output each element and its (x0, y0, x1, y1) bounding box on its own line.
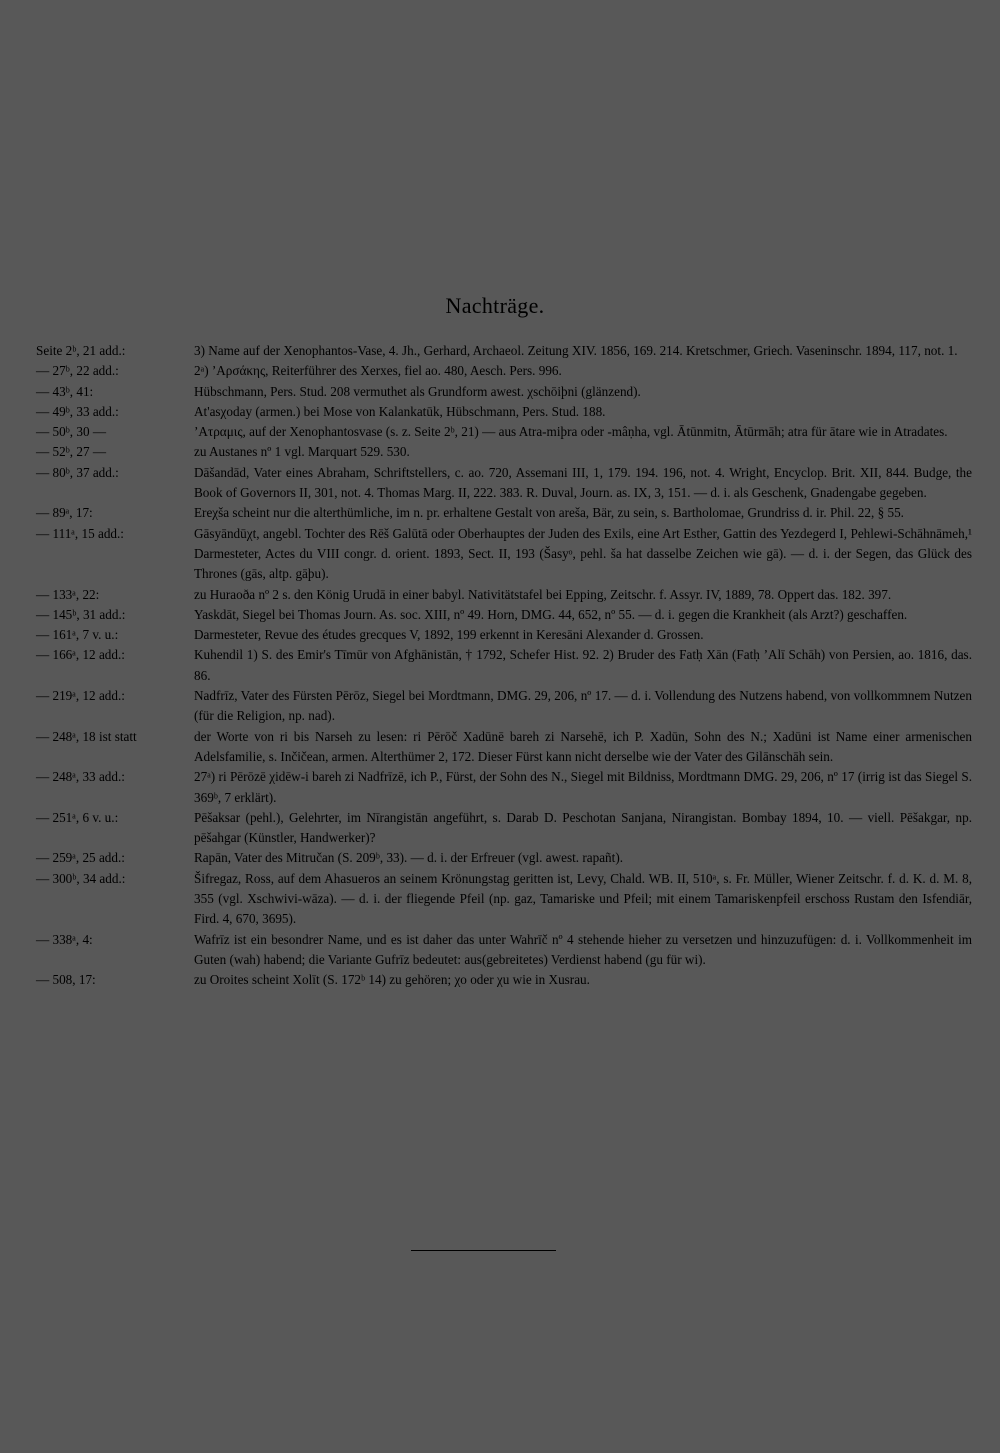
addendum-entry (36, 625, 972, 645)
entry-text: Šifregaz, Ross, auf dem Ahasueros an seinem Krönungstag geritten ist, Levy, Chald. WB. II, 510ᵃ, s. Fr. Müller, Wiener Zeitschr. f. d. K. d. M. 8, 355 (vgl. Xschwivi-wāza). — d. i. der fliegende Pfeil (np. gaz, Tamariske und Pfeil; mit einem Tamariskenpfeil erschoss Rustam den Isfendiār, Fird. 4, 670, 3695). (194, 870, 972, 927)
entry-text: zu Huraoða nº 2 s. den König Urudā in einer babyl. Nativitätstafel bei Epping, Zeitschr. f. Assyr. IV, 1889, 78. Oppert das. 182. 397. (194, 586, 892, 602)
addendum-entry (36, 463, 972, 504)
entry-reference: — 133ᵃ, 22: (36, 586, 100, 602)
closing-rule (411, 1250, 556, 1251)
addendum-entry (36, 382, 972, 402)
entry-reference: — 27ᵇ, 22 add.: (36, 363, 119, 379)
entry-reference: — 338ᵃ, 4: (36, 931, 93, 947)
addendum-entry (36, 422, 972, 442)
entry-reference: — 259ᵃ, 25 add.: (36, 850, 125, 866)
entry-reference: — 161ᵃ, 7 v. u.: (36, 627, 119, 643)
entry-text: 27ᵃ) ri Pērōzē χidēw-i bareh zi Nadfrīzē, ich P., Fürst, der Sohn des N., Siegel mit Bildniss, Mordtmann DMG. 29, 206, nº 17 (irrig ist das Siegel S. 369ᵇ, 7 erklärt). (194, 769, 972, 805)
entry-reference: — 219ᵃ, 12 add.: (36, 688, 125, 704)
entry-reference: Seite 2ᵇ, 21 add.: (36, 343, 126, 358)
entry-text: 2ᵃ) ʼΑρσάκης, Reiterführer des Xerxes, fiel ao. 480, Aesch. Pers. 996. (194, 363, 562, 379)
entry-text: Gāsyāndūχt, angebl. Tochter des Rēš Galūtā oder Oberhauptes der Juden des Exils, eine Art Esther, Gattin des Yezdegerd I, Pehlewi-Schāhnāmeh,¹ Darmesteter, Actes du VIII congr. d. orient. 1893, Sect. II, 193 (Šasyᵒ, pehl. ša hat dasselbe Zeichen wie gā). — d. i. der Segen, das Glück des Thrones (gās, altp. gāþu). (194, 525, 972, 582)
entry-text: 3) Name auf der Xenophantos-Vase, 4. Jh., Gerhard, Archaeol. Zeitung XIV. 1856, 169. 214. Kretschmer, Griech. Vaseninschr. 1894, 117, not. 1. (194, 343, 958, 358)
addendum-entry (36, 645, 972, 686)
entry-text: Wafrīz ist ein besondrer Name, und es ist daher das unter Wahrīč nº 4 stehende hieher zu versetzen und hinzuzufügen: d. i. Vollkommenheit im Guten (wah) habend; die Variante Gufrīz bedeutet: aus(gebreitetes) Verdienst habend (gu für wi). (194, 931, 972, 967)
addendum-entry (36, 848, 972, 868)
addendum-entry (36, 930, 972, 971)
addendum-entry (36, 605, 972, 625)
page-title: Nachträge. (445, 293, 545, 318)
entry-text: Darmesteter, Revue des études grecques V, 1892, 199 erkennt in Keresāni Alexander d. Grossen. (194, 627, 704, 643)
entry-reference: — 248ᵃ, 18 ist statt (36, 728, 137, 744)
addendum-entry (36, 585, 972, 605)
addendum-entry (36, 970, 972, 990)
entry-text: Hübschmann, Pers. Stud. 208 vermuthet als Grundform awest. χschōiþni (glänzend). (194, 383, 641, 399)
entry-text: der Worte von ri bis Narseh zu lesen: ri Pērōč Xadūnē bareh zi Narsehē, ich P. Xadūn, Sohn des N.; Xadūni ist Name einer armenischen Adelsfamilie, s. Inčičean, armen. Alterthümer 2, 172. Dieser Fürst kann nicht derselbe wie der Vater des Gilānschāh sein. (194, 728, 972, 764)
entry-text: ʼΑτραμις, auf der Xenophantosvase (s. z. Seite 2ᵇ, 21) — aus Atra-miþra oder -mâṇha, vgl. Ātūnmitn, Ātūrmāh; atra für ātare wie in Atradates. (194, 424, 948, 440)
addendum-entry (36, 686, 972, 727)
entry-text: Kuhendil 1) S. des Emir's Tīmūr von Afghānistān, † 1792, Schefer Hist. 92. 2) Bruder des Fatḥ Xān (Fatḥ ʼAlī Schāh) von Persien, ao. 1816, das. 86. (194, 647, 972, 683)
entry-reference: — 300ᵇ, 34 add.: (36, 870, 126, 886)
entry-reference: — 43ᵇ, 41: (36, 383, 94, 399)
entry-text: Yaskdāt, Siegel bei Thomas Journ. As. soc. XIII, nº 49. Horn, DMG. 44, 652, nº 55. — d. i. gegen die Krankheit (als Arzt?) geschaffen. (194, 606, 908, 622)
addendum-entry (36, 524, 972, 585)
entry-text: Dāšandād, Vater eines Abraham, Schriftstellers, c. ao. 720, Assemani III, 1, 179. 194. 196, not. 4. Wright, Encyclop. Brit. XII, 844. Budge, the Book of Governors II, 301, not. 4. Thomas Marg. II, 222. 383. R. Duval, Journ. as. IX, 3, 151. — d. i. als Geschenk, Gnadengabe gegeben. (194, 464, 972, 501)
addendum-entry (36, 361, 972, 381)
addendum-entry (36, 341, 972, 361)
entry-text: Nadfrīz, Vater des Fürsten Pērōz, Siegel bei Mordtmann, DMG. 29, 206, nº 17. — d. i. Vollendung des Nutzens habend, von vollkommnem Nutzen (für die Religion, np. nad). (194, 688, 972, 724)
entry-text: zu Oroites scheint Xolīt (S. 172ᵇ 14) zu gehören; χo oder χu wie in Xusrau. (194, 972, 590, 988)
entry-reference: — 166ᵃ, 12 add.: (36, 647, 125, 663)
entry-reference: — 50ᵇ, 30 — (36, 424, 107, 440)
entry-reference: — 52ᵇ, 27 — (36, 444, 107, 460)
entry-text: Ereχša scheint nur die alterthümliche, im n. pr. erhaltene Gestalt von areša, Bär, zu sein, s. Bartholomae, Grundriss d. ir. Phil. 22, § 55. (194, 505, 904, 521)
addendum-entry (36, 869, 972, 930)
entry-text: Rapān, Vater des Mitručan (S. 209ᵇ, 33). — d. i. der Erfreuer (vgl. awest. rapañt). (194, 850, 624, 866)
entry-reference: — 111ᵃ, 15 add.: (36, 525, 124, 541)
entry-text: At'asχoday (armen.) bei Mose von Kalankatūk, Hübschmann, Pers. Stud. 188. (194, 403, 606, 419)
entry-reference: — 508, 17: (36, 972, 96, 988)
entry-reference: — 89ᵃ, 17: (36, 505, 93, 521)
entry-reference: — 80ᵇ, 37 add.: (36, 464, 119, 480)
addenda-list (36, 341, 972, 991)
entry-reference: — 49ᵇ, 33 add.: (36, 403, 119, 419)
addendum-entry (36, 727, 972, 768)
entry-reference: — 248ᵃ, 33 add.: (36, 769, 125, 785)
entry-text: zu Austanes nº 1 vgl. Marquart 529. 530. (194, 444, 410, 460)
addendum-entry (36, 402, 972, 422)
entry-reference: — 145ᵇ, 31 add.: (36, 606, 126, 622)
addendum-entry (36, 808, 972, 849)
addendum-entry (36, 767, 972, 808)
addendum-entry (36, 503, 972, 523)
entry-text: Pēšaksar (pehl.), Gelehrter, im Nīrangistān angeführt, s. Darab D. Peschotan Sanjana, Nirangistan. Bombay 1894, 10. — viell. Pēšakgar, np. pēšahgar (Künstler, Handwerker)? (194, 809, 972, 846)
entry-reference: — 251ᵃ, 6 v. u.: (36, 809, 119, 825)
addendum-entry (36, 442, 972, 462)
